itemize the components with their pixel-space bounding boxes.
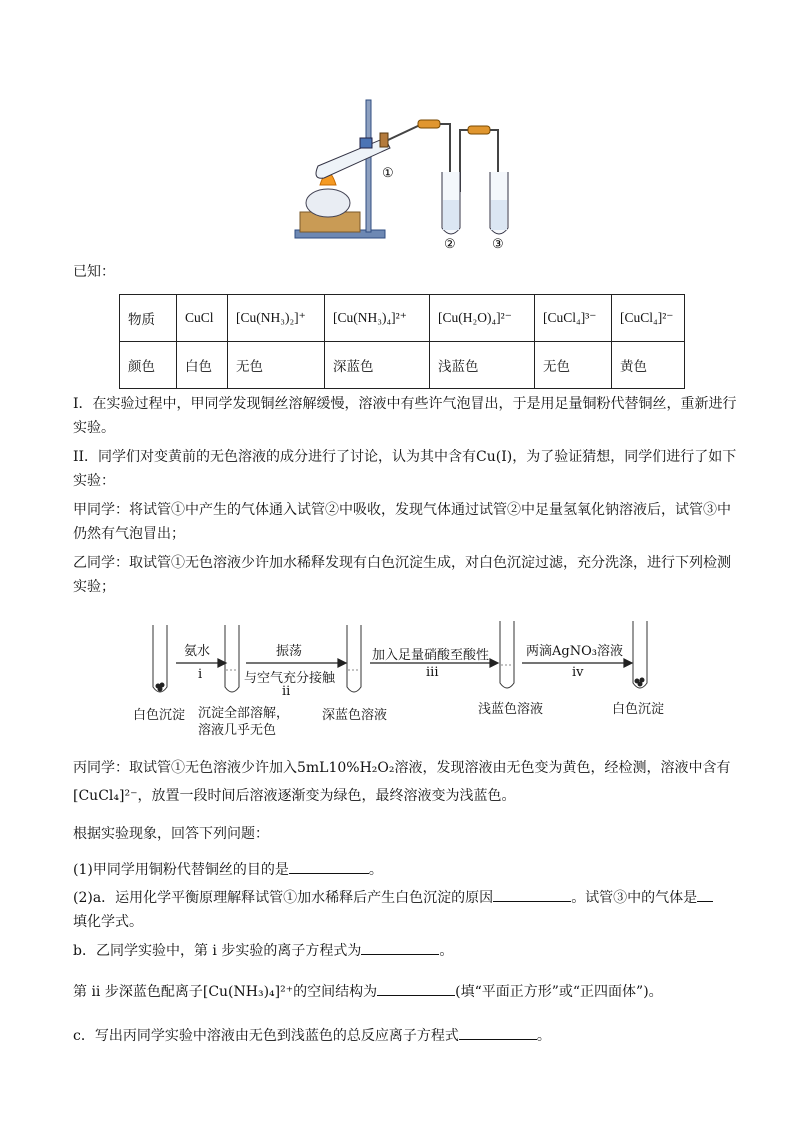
paragraph-3: 甲同学：将试管①中产生的气体通入试管②中吸收，发现气体通过试管②中足量氢氧化钠溶液后，试管③中仍然有气泡冒出； [73, 502, 731, 542]
question-1-text: (1)甲同学用铜粉代替铜丝的目的是 [73, 862, 289, 878]
question-2c-end: 。 [536, 1028, 551, 1044]
paragraph-2: II．同学们对变黄前的无色溶液的成分进行了讨论，认为其中含有Cu(I)，为了验证猜想，同学们进行了如下实验： [73, 449, 737, 489]
table-cell: [CuCl₄]²⁻ [612, 295, 685, 342]
question-2b [73, 939, 743, 963]
flow-diagram [0, 615, 800, 745]
step-1-reagent: 氨水 [184, 644, 211, 659]
answer-blank[interactable] [493, 887, 571, 902]
paragraph-6: 根据实验现象，回答下列问题： [73, 826, 269, 842]
tube-label-4: 浅蓝色溶液 [478, 702, 544, 717]
paragraph-4: 乙同学：取试管①无色溶液少许加水稀释发现有白色沉淀生成，对白色沉淀过滤，充分洗涤，进行下列检测实验； [73, 555, 731, 595]
question-2a-end: 填化学式。 [73, 914, 143, 930]
question-2a-text: (2)a．运用化学平衡原理解释试管①加水稀释后产生白色沉淀的原因 [73, 890, 494, 906]
tube-label-1: 白色沉淀 [133, 708, 186, 723]
known-heading: 已知： [73, 264, 115, 280]
table-cell: CuCl [177, 295, 228, 342]
step-4-reagent: 两滴AgNO₃溶液 [526, 644, 623, 659]
question-2c [73, 1024, 743, 1048]
question-2b2 [73, 980, 743, 1004]
answer-blank[interactable] [459, 1025, 537, 1040]
table-cell: [Cu(NH₃)₄]²⁺ [325, 295, 430, 342]
answer-blank[interactable] [289, 859, 369, 874]
table-cell: 物质 [120, 295, 177, 342]
apparatus-diagram [0, 0, 800, 260]
table-cell: [CuCl₄]³⁻ [535, 295, 612, 342]
step-2-num: ii [282, 684, 291, 699]
question-2a [73, 886, 743, 934]
paragraph-5a: 丙同学：取试管①无色溶液少许加入5mL10%H₂O₂溶液，发现溶液由无色变为黄色，经检测，溶液中含有 [73, 760, 731, 776]
tube-label-3: 深蓝色溶液 [322, 708, 388, 723]
question-2b-text: b．乙同学实验中，第 i 步实验的离子方程式为 [73, 943, 362, 959]
label-tube2: ② [444, 237, 456, 252]
table-row [120, 342, 685, 389]
step-3-reagent: 加入足量硝酸至酸性 [372, 648, 490, 663]
tube-label-2: 沉淀全部溶解， [198, 706, 290, 721]
known-table [119, 294, 685, 389]
question-2b2-text: 第 ii 步深蓝色配离子[Cu(NH₃)₄]²⁺的空间结构为 [73, 984, 378, 1000]
answer-blank[interactable] [697, 887, 713, 902]
tube-label-5: 白色沉淀 [612, 702, 665, 717]
step-4-num: iv [572, 665, 584, 680]
tube-label-2b: 溶液几乎无色 [198, 723, 277, 738]
paragraph-5b: [CuCl₄]²⁻，放置一段时间后溶液逐渐变为绿色，最终溶液变为浅蓝色。 [73, 788, 516, 804]
question-2b-end: 。 [439, 943, 454, 959]
table-cell: 无色 [228, 342, 325, 389]
table-cell: 颜色 [120, 342, 177, 389]
answer-blank[interactable] [377, 981, 455, 996]
paragraph-1: I．在实验过程中，甲同学发现铜丝溶解缓慢，溶液中有些许气泡冒出，于是用足量铜粉代替铜丝，重新进行实验。 [73, 396, 737, 436]
table-cell: [Cu(NH₃)₂]⁺ [228, 295, 325, 342]
table-cell: [Cu(H₂O)₄]²⁻ [430, 295, 535, 342]
question-2a-mid: 。试管③中的气体是 [571, 890, 698, 906]
question-2c-text: c．写出丙同学实验中溶液由无色到浅蓝色的总反应离子方程式 [73, 1028, 459, 1044]
table-cell: 白色 [177, 342, 228, 389]
answer-blank[interactable] [361, 940, 439, 955]
table-cell: 无色 [535, 342, 612, 389]
table-cell: 深蓝色 [325, 342, 430, 389]
step-1-num: i [198, 667, 203, 682]
table-row [120, 295, 685, 342]
table-cell: 浅蓝色 [430, 342, 535, 389]
step-2-reagent: 振荡 [276, 644, 303, 659]
step-2-reagent2: 与空气充分接触 [244, 671, 336, 686]
label-tube1: ① [382, 166, 394, 181]
step-3-num: iii [426, 665, 439, 680]
table-cell: 黄色 [612, 342, 685, 389]
question-2b2-end: (填“平面正方形”或“正四面体”)。 [455, 984, 663, 1000]
label-tube3: ③ [492, 237, 504, 252]
question-1 [73, 858, 743, 882]
question-1-end: 。 [368, 862, 383, 878]
